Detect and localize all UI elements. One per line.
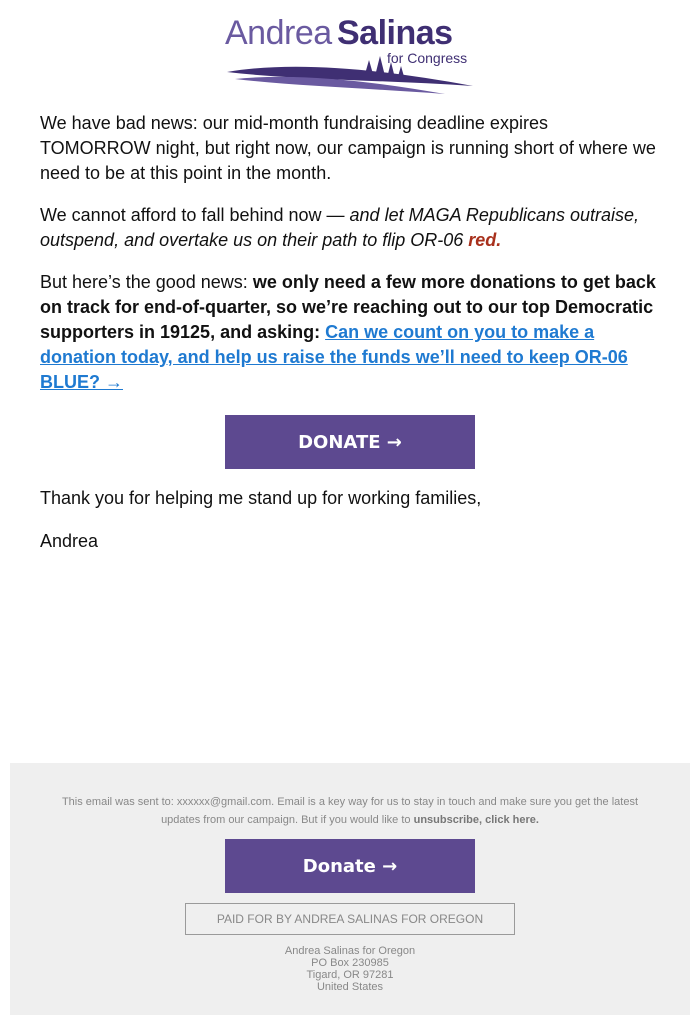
- campaign-logo: [225, 14, 475, 96]
- logo-swoosh-icon: [225, 46, 475, 96]
- mailing-address: [10, 945, 690, 993]
- address-line: Andrea Salinas for Oregon: [284, 945, 416, 957]
- address-line: Tigard, OR 97281: [306, 969, 394, 981]
- paragraph-deadline: We have bad news: our mid-month fundraising deadline expires TOMORROW night, but right now, our campaign is running short of where we need to be at this point in the month.: [40, 113, 656, 183]
- closing-line: Thank you for helping me stand up for working families,: [40, 488, 482, 508]
- closing-block: [40, 486, 662, 572]
- logo-tagline: for Congress: [387, 50, 468, 66]
- logo-last-name: Salinas: [337, 14, 453, 52]
- paragraph-good-news: [40, 270, 662, 395]
- donate-button[interactable]: DONATE →: [225, 415, 475, 469]
- logo-first-name: Andrea: [225, 14, 332, 52]
- email-body: [40, 111, 662, 412]
- footer-note: [50, 793, 650, 829]
- paragraph-good-news-bold: we only need a few more donations to get back on track for end-of-quarter, so we’re reaching out to our top Democratic supporters in 19125, and asking:: [40, 272, 656, 342]
- red-text: red.: [468, 230, 502, 250]
- address-line: United States: [316, 981, 384, 993]
- paragraph-fall-behind-plain: We cannot afford to fall behind now —: [40, 205, 350, 225]
- paragraph-fall-behind-italic: and let MAGA Republicans outraise, outspend, and overtake us on their path to flip OR-06: [40, 205, 640, 250]
- footer-donate-button[interactable]: Donate →: [225, 839, 475, 893]
- donation-cta-link[interactable]: Can we count on you to make a donation today, and help us raise the funds we’ll need to keep OR-06 BLUE? →: [40, 322, 628, 392]
- paid-for-disclaimer: PAID FOR BY ANDREA SALINAS FOR OREGON: [185, 903, 515, 935]
- paragraph-fall-behind: [40, 203, 662, 253]
- signature: Andrea: [40, 531, 99, 551]
- address-line: PO Box 230985: [311, 957, 389, 969]
- footer-note-text: This email was sent to: xxxxxx@gmail.com. Email is a key way for us to stay in touch and make sure you get the latest updates from our campaign. But if you would like to: [61, 796, 639, 826]
- paragraph-good-news-plain: But here’s the good news:: [40, 272, 253, 292]
- unsubscribe-link[interactable]: unsubscribe, click here.: [413, 814, 539, 826]
- email-footer: [10, 763, 690, 1015]
